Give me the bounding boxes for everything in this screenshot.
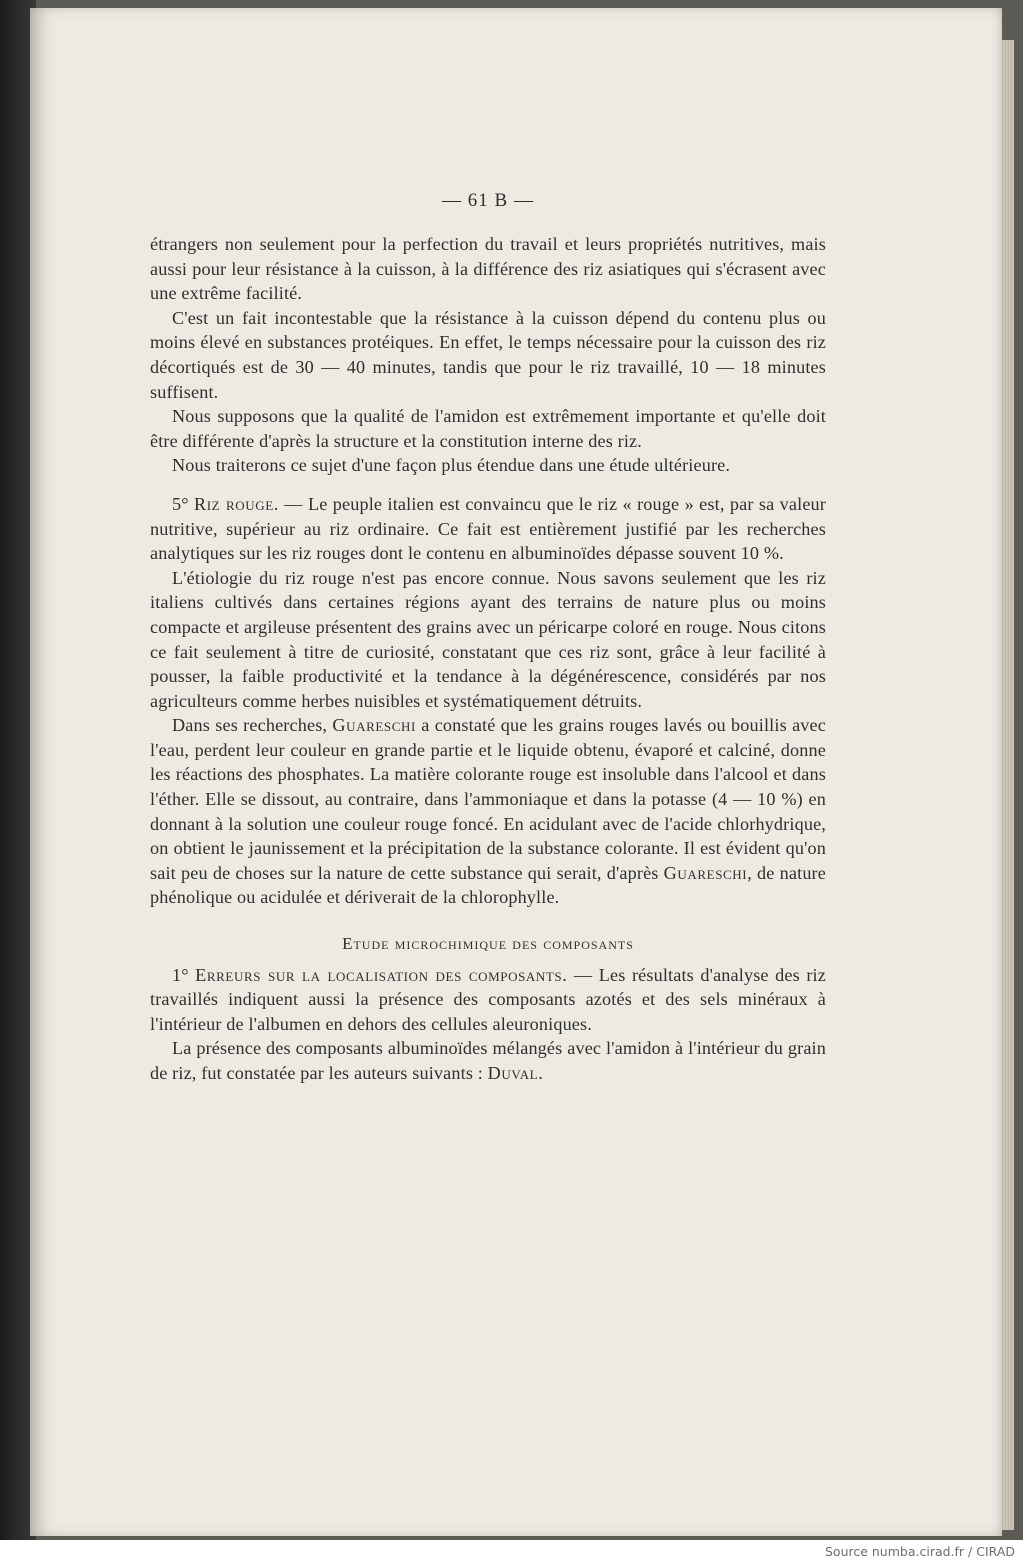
paragraph-guareschi — [150, 713, 826, 910]
paragraph-4: Nous traiterons ce sujet d'une façon plus étendue dans une étude ultérieure. — [172, 455, 731, 476]
paragraph-riz-rouge — [150, 492, 826, 566]
section-title-2: Erreurs sur la localisation des composants. — [195, 964, 568, 985]
section-heading: Etude microchimique des composants — [342, 934, 634, 954]
paragraph-etiologie: L'étiologie du riz rouge n'est pas encore connue. Nous savons seulement que les riz italiens cultivés dans certaines régions ayant des terrains de nature plus ou moins compacte et argileuse présentent des grains avec un péricarpe coloré en rouge. Nous citons ce fait seulement à titre de curiosité, constatant que ces riz sont, grâce à leur facilité à pousser, la faible productivité et la tendance à la dégénérescence, considérés par nos agriculteurs comme herbes nuisibles et systématiquement détruits. — [150, 567, 826, 711]
section-text: — Le peuple italien est convaincu que le riz « rouge » est, par sa valeur nutritive, supérieur au riz ordinaire. Ce fait est entièrement justifié par les recherches analytiques sur les riz rouges dont le contenu en albuminoïdes dépasse souvent 10 %. — [150, 493, 826, 564]
section-title: Riz rouge. — [194, 493, 279, 514]
section-text-2: — Les résultats d'analyse des riz travaillés indiquent aussi la présence des composants azotés et des sels minéraux à l'intérieur de l'albumen en dehors des cellules aleuroniques. — [150, 964, 826, 1034]
section-number: 5° — [172, 493, 189, 514]
section-number-2: 1° — [172, 964, 189, 985]
page-body — [150, 232, 826, 1086]
paragraph-erreurs — [150, 963, 826, 1037]
paragraph-2: C'est un fait incontestable que la résistance à la cuisson dépend du contenu plus ou moins élevé en substances protéiques. En effet, le temps nécessaire pour la cuisson des riz décortiqués est de 30 — 40 minutes, tandis que pour le riz travaillé, 10 — 18 minutes suffisent. — [150, 307, 826, 402]
author-name-2: Guareschi — [663, 862, 748, 883]
last-text: La présence des composants albuminoïdes mélangés avec l'amidon à l'intérieur du grain de riz, fut constatée par les auteurs suivants : — [150, 1038, 826, 1083]
source-footer: Source numba.cirad.fr / CIRAD — [824, 1544, 1015, 1559]
guareschi-end: , de nature phénolique ou acidulée et dériverait de la chlorophylle. — [150, 862, 826, 908]
author-name: Guareschi — [332, 715, 416, 736]
paragraph-1: étrangers non seulement pour la perfection du travail et leurs propriétés nutritives, mais aussi pour leur résistance à la cuisson, à la différence des riz asiatiques qui s'écrasent avec une extrême facilité. — [150, 234, 826, 304]
paragraph-3: Nous supposons que la qualité de l'amidon est extrêmement importante et qu'elle doit être différente d'après la structure et la constitution interne des riz. — [150, 406, 826, 451]
author-duval: Duval. — [487, 1063, 544, 1083]
paragraph-last — [150, 1036, 826, 1085]
page-number: — 61 B — — [442, 190, 534, 211]
guareschi-intro: Dans ses recherches, — [172, 715, 328, 736]
guareschi-text: a constaté que les grains rouges lavés ou bouillis avec l'eau, perdent leur couleur en grande partie et le liquide obtenu, évaporé et calciné, donne les réactions des phosphates. La matière colorante rouge est insoluble dans l'alcool et dans l'éther. Elle se dissout, au contraire, dans l'ammoniaque et dans la potasse (4 — 10 %) en donnant à la solution une couleur rouge foncé. En acidulant avec de l'acide chlorhydrique, on obtient le jaunissement et la précipitation de la substance colorante. Il est évident qu'on sait peu de choses sur la nature de cette substance qui serait, d'après — [150, 715, 826, 883]
